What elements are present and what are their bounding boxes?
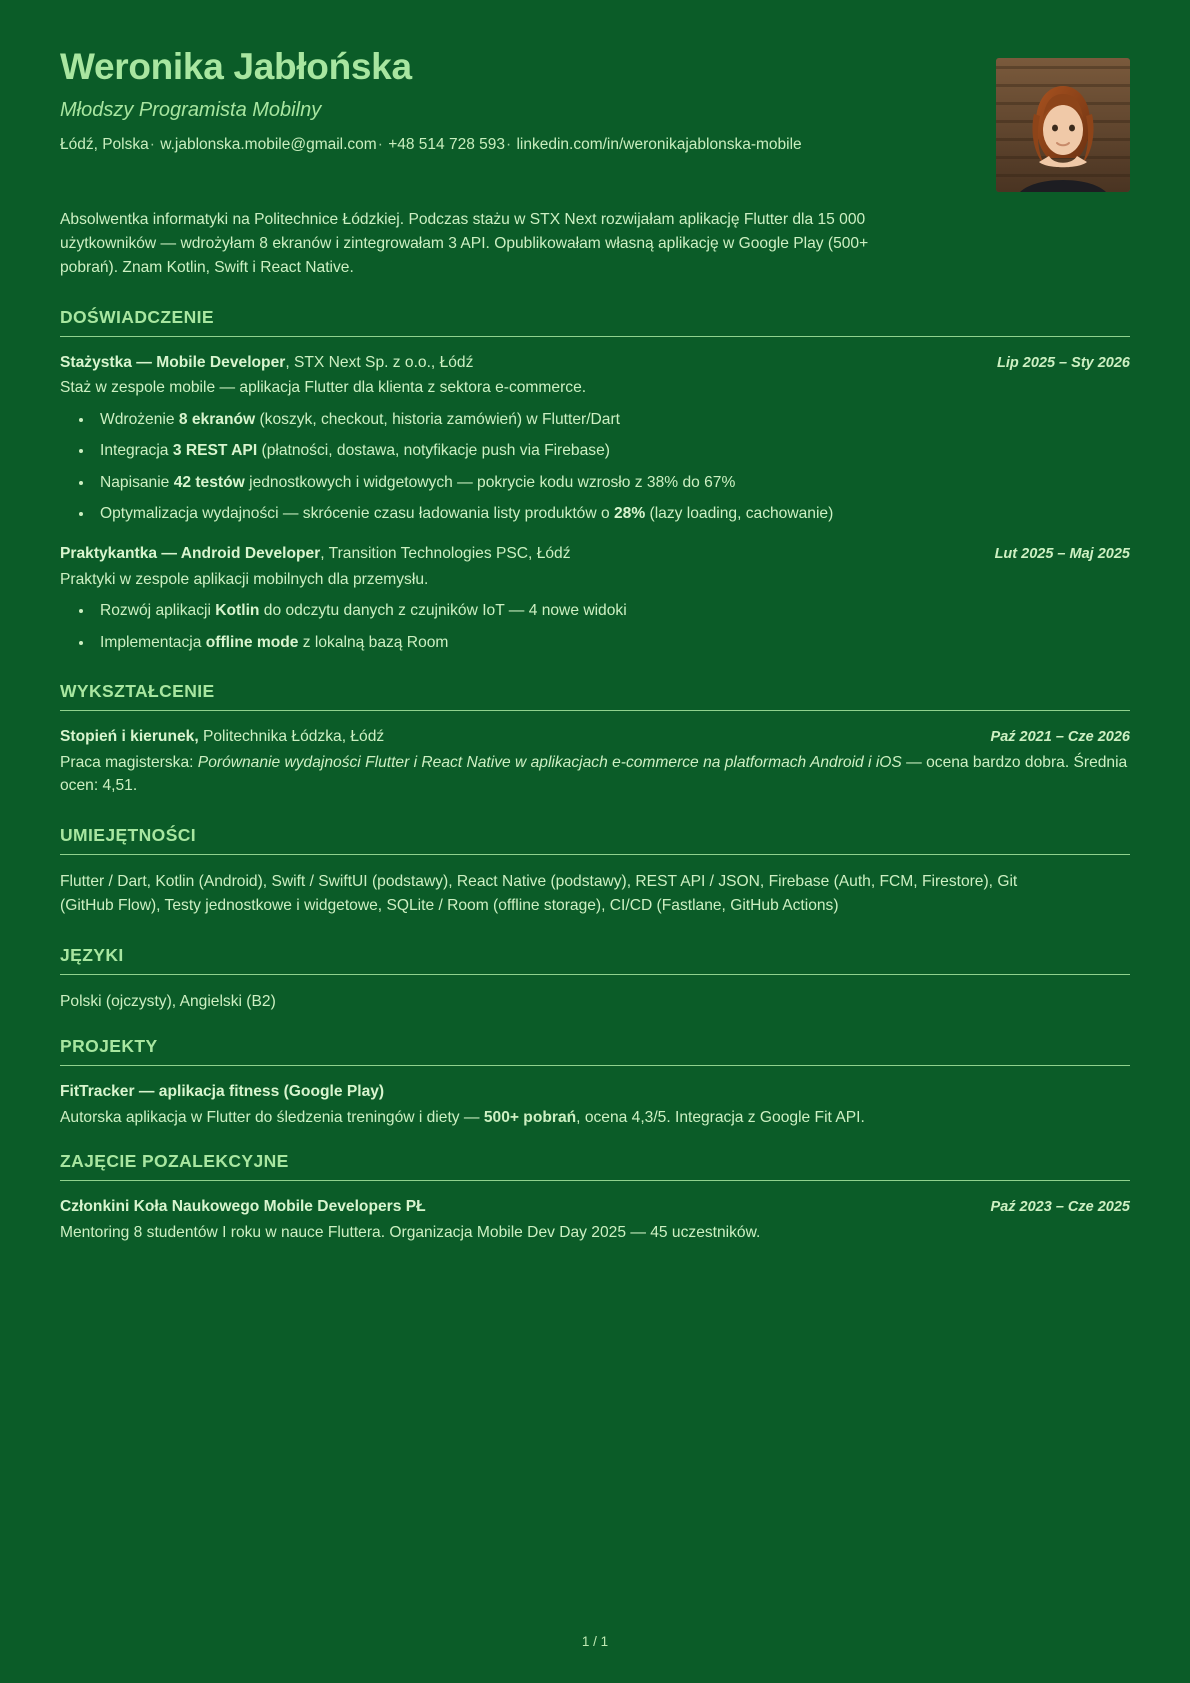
page-title: Weronika Jabłońska (60, 46, 412, 87)
entry-date: Paź 2023 – Cze 2025 (990, 1199, 1130, 1216)
project-name (60, 1081, 1130, 1104)
entry-school: Politechnika Łódzka, Łódź (198, 728, 385, 746)
bullet-post: (lazy loading, cachowanie) (645, 505, 834, 523)
entry-role: Stażystka — Mobile Developer (60, 353, 286, 371)
languages-body: Polski (ojczysty), Angielski (B2) (60, 992, 276, 1010)
section-divider (60, 710, 1130, 711)
thesis-label: Praca magisterska: (60, 753, 198, 771)
entry-title (60, 726, 384, 749)
section-divider (60, 974, 1130, 975)
bullet-highlight: 28% (613, 505, 646, 523)
project-description (60, 1106, 1130, 1129)
bullet-highlight: 42 testów (173, 473, 245, 491)
section-languages (60, 945, 1130, 1014)
list-item (94, 600, 1130, 623)
contact-linkedin[interactable]: linkedin.com/in/weronikajablonska-mobile (516, 135, 802, 153)
list-item (94, 472, 1130, 495)
entry-degree: Stopień i kierunek, (60, 728, 199, 746)
bullet-pre: Implementacja (100, 633, 206, 651)
bullet-pre: Rozwój aplikacji (100, 601, 216, 619)
skills-body: Flutter / Dart, Kotlin (Android), Swift / SwiftUI (podstawy), React Native (podstawy), REST API / JSON, Firebase (Auth, FCM, Firestore), Git (GitHub Flow), Testy jednostkowe i widgetowe, SQLite / Room (offline storage), CI/CD (Fastlane, GitHub Actions) (60, 872, 1018, 914)
section-divider (60, 1065, 1130, 1066)
section-education (60, 681, 1130, 797)
thesis-grade: — ocena bardzo dobra. Średnia ocen: 4,51. (60, 753, 1128, 795)
bullet-pre: Integracja (100, 442, 173, 460)
contact-location: Łódź, Polska (60, 135, 149, 153)
entry-subtitle: Praktyki w zespole aplikacji mobilnych dla przemysłu. (60, 570, 429, 588)
contact-phone[interactable]: +48 514 728 593 (388, 135, 505, 153)
education-entry (60, 726, 1130, 797)
list-item (94, 632, 1130, 655)
project-desc-pre: Autorska aplikacja w Flutter do śledzenia treningów i diety — (60, 1108, 484, 1126)
bullet-pre: Wdrożenie (100, 410, 179, 428)
contact-separator: · (505, 135, 512, 153)
activity-description: Mentoring 8 studentów I roku w nauce Fluttera. Organizacja Mobile Dev Day 2025 — 45 uczestników. (60, 1223, 761, 1241)
contact-line (60, 133, 890, 157)
entry-thesis (60, 751, 1130, 798)
entry-subtitle: Staż w zespole mobile — aplikacja Flutter dla klienta z sektora e-commerce. (60, 379, 587, 397)
entry-title (60, 1196, 426, 1219)
bullet-highlight: 3 REST API (172, 442, 258, 460)
entry-date: Lip 2025 – Sty 2026 (997, 354, 1130, 371)
bullet-highlight: Kotlin (215, 601, 260, 619)
entry-company: , Transition Technologies PSC, Łódź (320, 544, 571, 562)
section-divider (60, 336, 1130, 337)
bullet-highlight: offline mode (205, 633, 299, 651)
entry-title (60, 352, 473, 375)
section-title-extracurricular: ZAJĘCIE POZALEKCYJNE (60, 1151, 289, 1172)
contact-email[interactable]: w.jablonska.mobile@gmail.com (160, 135, 377, 153)
entry-header (60, 1196, 1130, 1219)
bullet-post: z lokalną bazą Room (298, 633, 449, 651)
contact-separator: · (377, 135, 383, 153)
contact-separator: · (149, 135, 155, 153)
section-skills (60, 825, 1130, 918)
entry-header (60, 352, 1130, 375)
activity-name: Członkini Koła Naukowego Mobile Developers PŁ (60, 1198, 426, 1216)
page-footer: 1 / 1 (581, 1634, 609, 1649)
thesis-title: Porównanie wydajności Flutter i React Native w aplikacjach e-commerce na platformach Android i iOS (197, 753, 902, 771)
entry-date: Paź 2021 – Cze 2026 (990, 729, 1130, 746)
bullet-post: (koszyk, checkout, historia zamówień) w Flutter/Dart (255, 410, 620, 428)
avatar (996, 58, 1130, 192)
section-extracurricular (60, 1151, 1130, 1244)
section-title-education: WYKSZTAŁCENIE (60, 681, 215, 702)
project-title: FitTracker — aplikacja fitness (Google Play) (60, 1083, 385, 1101)
section-title-skills: UMIEJĘTNOŚCI (60, 824, 197, 845)
entry-date: Lut 2025 – Maj 2025 (994, 545, 1130, 562)
section-divider (60, 1180, 1130, 1181)
section-experience (60, 307, 1130, 655)
section-title-languages: JĘZYKI (60, 944, 124, 965)
entry-title (60, 543, 571, 566)
entry-header (60, 726, 1130, 749)
bullet-pre: Optymalizacja wydajności — skrócenie czasu ładowania listy produktów o (100, 505, 614, 523)
professional-summary: Absolwentka informatyki na Politechnice Łódzkiej. Podczas stażu w STX Next rozwijałam aplikację Flutter dla 15 000 użytkowników — wdrożyłam 8 ekranów i zintegrowałam 3 API. Opublikowałam własną aplikację w Google Play (500+ pobrań). Znam Kotlin, Swift i React Native. (60, 211, 869, 276)
bullet-post: (płatności, dostawa, notyfikacje push via Firebase) (257, 442, 610, 460)
entry-bullet-list (94, 409, 1130, 526)
project-desc-highlight: 500+ pobrań (483, 1108, 577, 1126)
portrait-photo-icon (996, 58, 1130, 192)
bullet-post: do odczytu danych z czujników IoT — 4 nowe widoki (259, 601, 627, 619)
experience-entry (60, 543, 1130, 654)
section-divider (60, 854, 1130, 855)
experience-entry (60, 352, 1130, 526)
project-entry (60, 1081, 1130, 1129)
entry-header (60, 543, 1130, 566)
bullet-post: jednostkowych i widgetowych — pokrycie kodu wzrosło z 38% do 67% (244, 473, 736, 491)
project-desc-post: , ocena 4,3/5. Integracja z Google Fit API. (576, 1108, 865, 1126)
section-title-projects: PROJEKTY (60, 1036, 158, 1057)
list-item (94, 440, 1130, 463)
resume-header (60, 46, 1130, 186)
entry-company: , STX Next Sp. z o.o., Łódź (285, 353, 474, 371)
bullet-highlight: 8 ekranów (178, 410, 256, 428)
job-headline: Młodszy Programista Mobilny (60, 98, 322, 121)
list-item (94, 503, 1130, 526)
entry-bullet-list (94, 600, 1130, 654)
entry-role: Praktykantka — Android Developer (60, 544, 321, 562)
section-projects (60, 1036, 1130, 1129)
section-title-experience: DOŚWIADCZENIE (60, 306, 214, 327)
bullet-pre: Napisanie (100, 473, 174, 491)
extracurricular-entry (60, 1196, 1130, 1244)
list-item (94, 409, 1130, 432)
